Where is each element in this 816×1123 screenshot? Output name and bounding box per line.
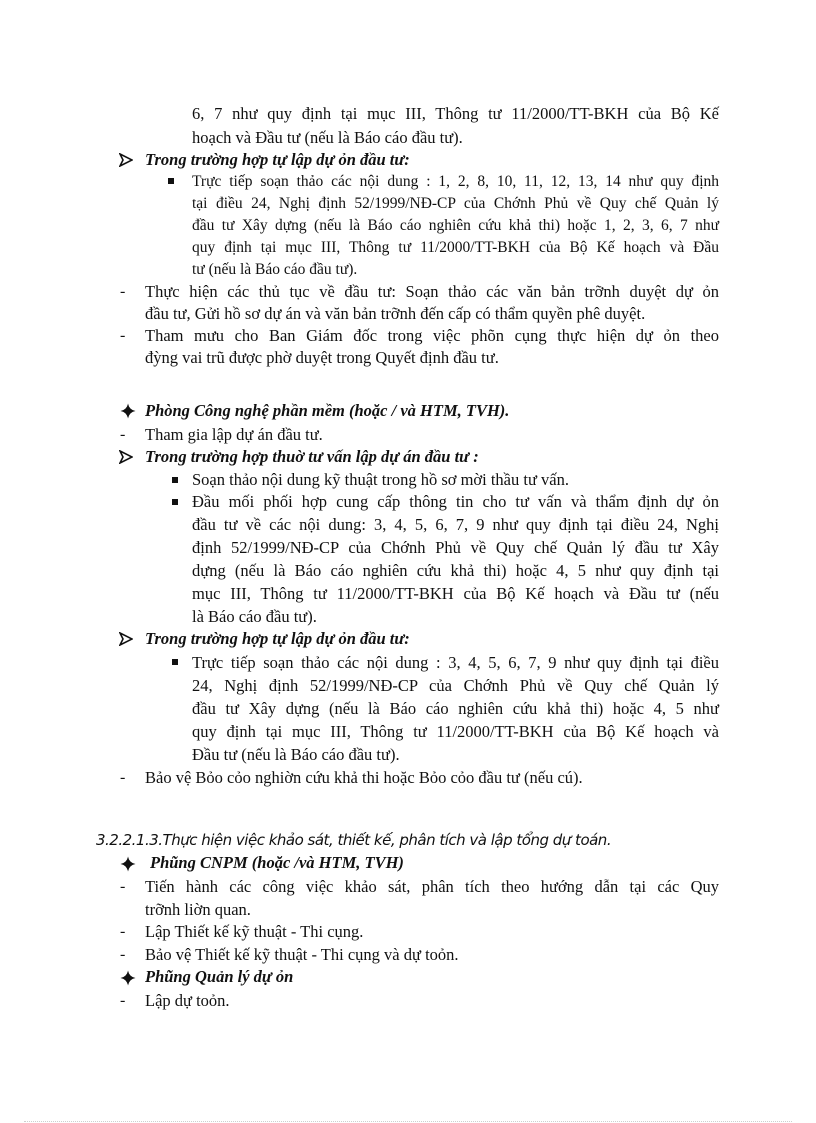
square-bullet-icon	[172, 477, 178, 483]
department-heading: Phòng Công nghệ phần mềm (hoặc / và HTM, TVH).	[145, 401, 510, 420]
body-text-line: quy định tại mục III, Thông tư 11/2000/TT-BKH của Bộ Kế hoạch và	[192, 722, 719, 741]
arrow-bullet-icon	[119, 632, 133, 646]
dash-bullet-icon: -	[120, 878, 126, 895]
arrow-bullet-icon	[119, 450, 133, 464]
body-text-line: đầu tư về các nội dung: 3, 4, 5, 6, 7, 9 như quy định tại điều 24, Nghị	[192, 515, 719, 534]
body-text-line: 24, Nghị định 52/1999/NĐ-CP của Chớnh Phủ về Quy chế Quản lý	[192, 676, 719, 695]
diamond-bullet-icon	[120, 970, 136, 986]
dash-bullet-icon: -	[120, 769, 126, 786]
body-text-line: tư (nếu là Báo cáo đầu tư).	[192, 261, 358, 278]
square-bullet-icon	[172, 499, 178, 505]
body-text-line: mục III, Thông tư 11/2000/TT-BKH của Bộ Kế hoạch và Đầu tư (nếu	[192, 584, 719, 603]
body-text-line: Tham gia lập dự án đầu tư.	[145, 425, 323, 444]
body-text-line: Lập dự toỏn.	[145, 991, 230, 1010]
department-heading: Phũng Quản lý dự ỏn	[145, 967, 294, 986]
body-text-line: đỳng vai trũ được phờ duyệt trong Quyết định đầu tư.	[145, 348, 499, 367]
body-text-line: Đầu tư (nếu là Báo cáo đầu tư).	[192, 745, 400, 764]
body-text-line: dựng (nếu là Báo cáo nghiên cứu khả thi) hoặc 4, 5 như quy định tại	[192, 561, 719, 580]
dash-bullet-icon: -	[120, 946, 126, 963]
case-heading: Trong trường hợp tự lập dự ỏn đầu tư:	[145, 150, 410, 169]
case-heading: Trong trường hợp tự lập dự ỏn đầu tư:	[145, 629, 410, 648]
page-bottom-rule	[24, 1121, 792, 1122]
square-bullet-icon	[168, 178, 174, 184]
body-text-line: 6, 7 như quy định tại mục III, Thông tư 11/2000/TT-BKH của Bộ Kế	[192, 104, 719, 123]
body-text-line: Thực hiện các thủ tục về đầu tư: Soạn thảo các văn bản trỡnh duyệt dự ỏn	[145, 282, 719, 301]
body-text-line: quy định tại mục III, Thông tư 11/2000/TT-BKH của Bộ Kế hoạch và Đầu	[192, 239, 719, 256]
section-heading: 3.2.2.1.3.Thực hiện việc khảo sát, thiết kế, phân tích và lập tổng dự toán.	[96, 831, 612, 849]
dash-bullet-icon: -	[120, 923, 126, 940]
body-text-line: trỡnh liờn quan.	[145, 900, 251, 919]
body-text-line: định 52/1999/NĐ-CP của Chớnh Phủ về Quy chế Quản lý đầu tư Xây	[192, 538, 719, 557]
arrow-bullet-icon	[119, 153, 133, 167]
body-text-line: hoạch và Đầu tư (nếu là Báo cáo đầu tư).	[192, 128, 463, 147]
dash-bullet-icon: -	[120, 327, 126, 344]
body-text-line: Trực tiếp soạn thảo các nội dung : 1, 2, 8, 10, 11, 12, 13, 14 như quy định	[192, 173, 719, 190]
body-text-line: đầu tư Xây dựng (nếu là Báo cáo nghiên cứu khả thi) hoặc 1, 2, 3, 6, 7 như	[192, 217, 719, 234]
diamond-bullet-icon	[120, 403, 136, 419]
body-text-line: là Báo cáo đầu tư).	[192, 607, 317, 626]
department-heading: Phũng CNPM (hoặc /và HTM, TVH)	[150, 853, 404, 872]
dash-bullet-icon: -	[120, 426, 126, 443]
body-text-line: Bảo vệ Thiết kế kỹ thuật - Thi cụng và dự toỏn.	[145, 945, 459, 964]
body-text-line: tại điều 24, Nghị định 52/1999/NĐ-CP của Chớnh Phủ về Quy chế Quản lý	[192, 195, 719, 212]
body-text-line: đầu tư, Gửi hồ sơ dự án và văn bản trỡnh đến cấp có thẩm quyền phê duyệt.	[145, 304, 646, 323]
body-text-line: Đầu mối phối hợp cung cấp thông tin cho tư vấn và thẩm định dự ỏn	[192, 492, 719, 511]
dash-bullet-icon: -	[120, 283, 126, 300]
case-heading: Trong trường hợp thuờ tư vấn lập dự án đầu tư :	[145, 447, 479, 466]
body-text-line: Tiến hành các công việc khảo sát, phân tích theo hướng dẫn tại các Quy	[145, 877, 719, 896]
square-bullet-icon	[172, 659, 178, 665]
body-text-line: đầu tư Xây dựng (nếu là Báo cáo nghiên cứu khả thi) hoặc 4, 5 như	[192, 699, 719, 718]
diamond-bullet-icon	[120, 856, 136, 872]
body-text-line: Tham mưu cho Ban Giám đốc trong việc phõn cụng thực hiện dự ỏn theo	[145, 326, 719, 345]
dash-bullet-icon: -	[120, 992, 126, 1009]
body-text-line: Trực tiếp soạn thảo các nội dung : 3, 4, 5, 6, 7, 9 như quy định tại điều	[192, 653, 719, 672]
body-text-line: Bảo vệ Bỏo cỏo nghiờn cứu khả thi hoặc Bỏo cỏo đầu tư (nếu cú).	[145, 768, 583, 787]
body-text-line: Lập Thiết kế kỹ thuật - Thi cụng.	[145, 922, 364, 941]
body-text-line: Soạn thảo nội dung kỹ thuật trong hồ sơ mời thầu tư vấn.	[192, 470, 569, 489]
